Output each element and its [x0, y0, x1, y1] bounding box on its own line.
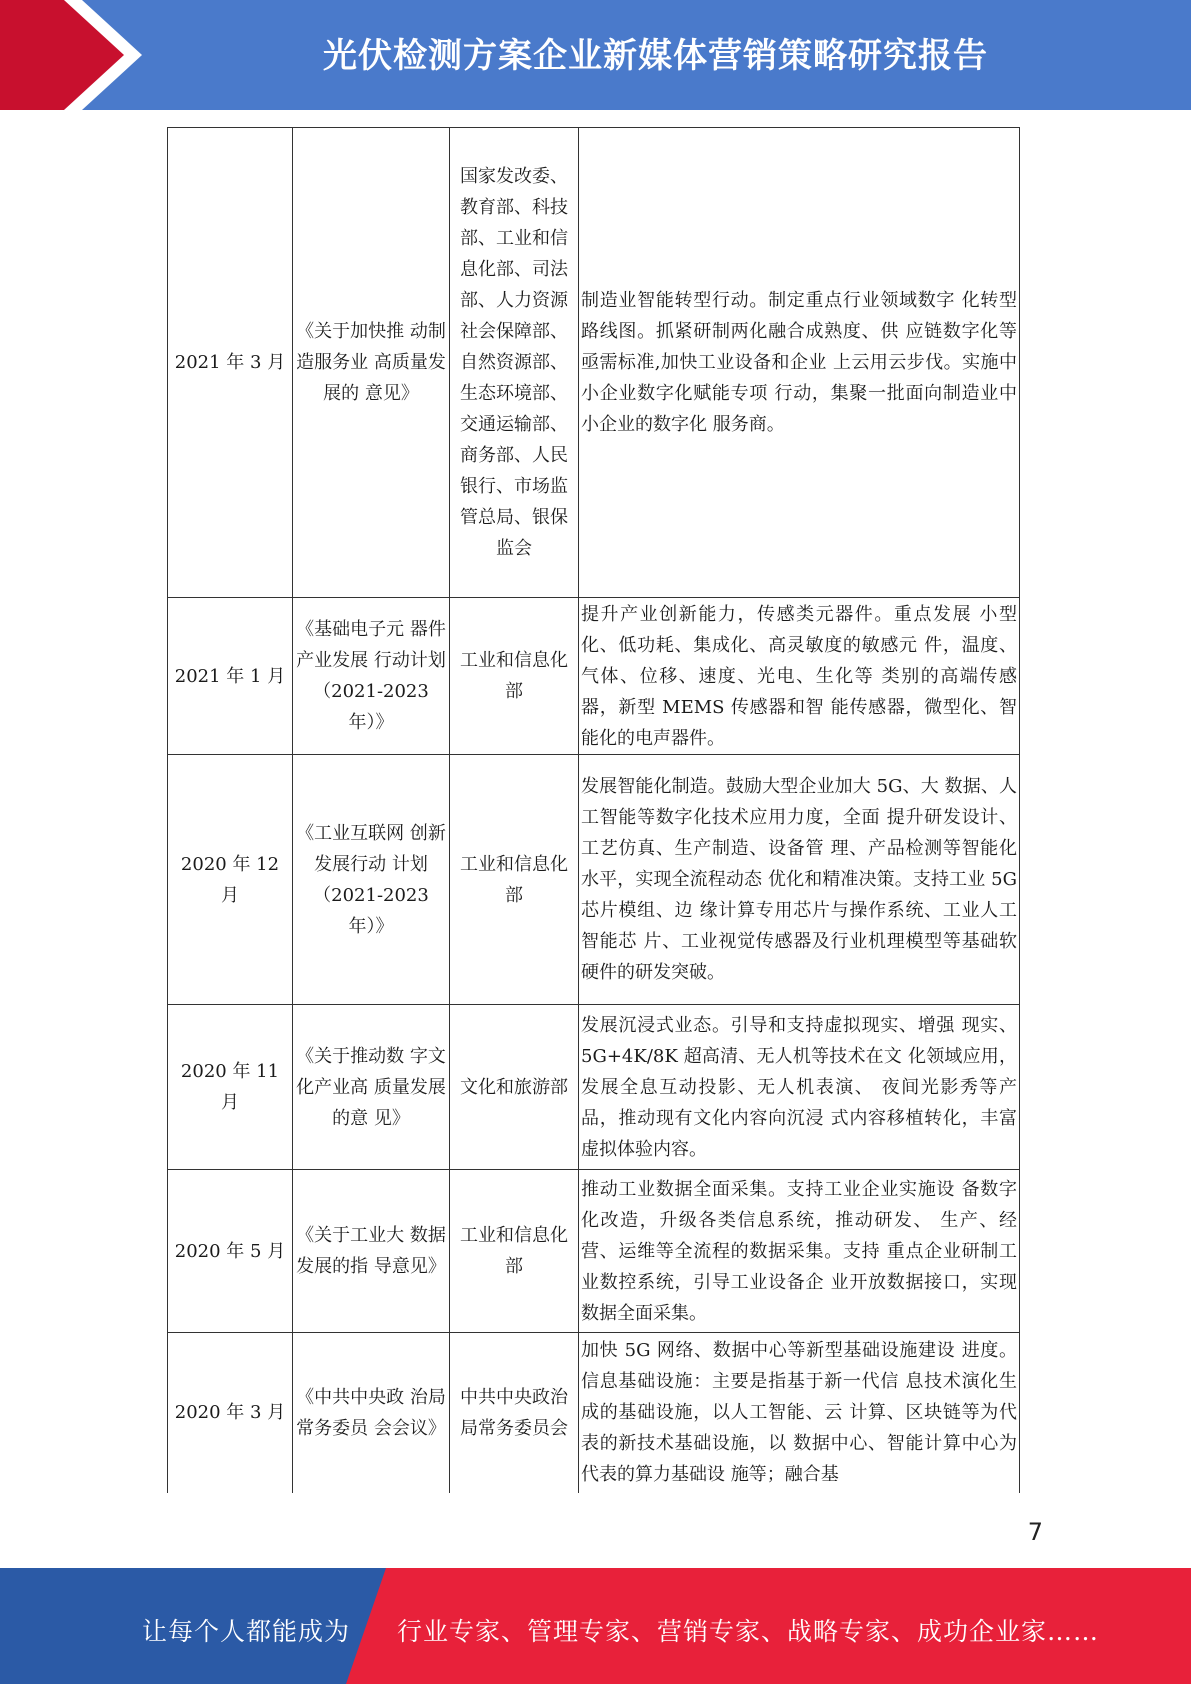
- policy-department: 中共中央政治局常务委员会: [450, 1333, 579, 1493]
- policy-name: 《基础电子元 器件产业发展 行动计划 （2021-2023 年）》: [293, 598, 450, 755]
- policy-department: 国家发改委、教育部、科技部、工业和信息化部、司法部、人力资源社会保障部、自然资源部、生态环境部、交通运输部、商务部、人民银行、市场监管总局、银保监会: [450, 128, 579, 598]
- report-title: 光伏检测方案企业新媒体营销策略研究报告: [323, 36, 988, 76]
- policy-department: 文化和旅游部: [450, 1005, 579, 1170]
- table-row: [168, 128, 1020, 598]
- policy-date: 2020 年 5 月: [168, 1170, 293, 1333]
- policy-name: 《关于工业大 数据发展的指 导意见》: [293, 1170, 450, 1333]
- policy-date: 2021 年 3 月: [168, 128, 293, 598]
- policy-description: 制造业智能转型行动。制定重点行业领域数字 化转型路线图。抓紧研制两化融合成熟度、供 应链数字化等亟需标准,加快工业设备和企业 上云用云步伐。实施中小企业数字化赋能专项 行动，集聚一批面向制造业中小企业的数字化 服务商。: [579, 128, 1020, 598]
- footer-slogan-right: 行业专家、管理专家、营销专家、战略专家、成功企业家……: [397, 1617, 1100, 1646]
- policy-description: 发展智能化制造。鼓励大型企业加大 5G、大 数据、人工智能等数字化技术应用力度，全面 提升研发设计、工艺仿真、生产制造、设备管 理、产品检测等智能化水平，实现全流程动态 优化和精准决策。支持工业 5G 芯片模组、边 缘计算专用芯片与操作系统、工业人工智能芯 片、工业视觉传感器及行业机理模型等基础软 硬件的研发突破。: [579, 755, 1020, 1005]
- table-row: [168, 598, 1020, 755]
- table-row: [168, 1005, 1020, 1170]
- policy-date: 2021 年 1 月: [168, 598, 293, 755]
- header-arrow-decoration: [0, 0, 150, 110]
- policy-description: 提升产业创新能力，传感类元器件。重点发展 小型化、低功耗、集成化、高灵敏度的敏感元 件，温度、气体、位移、速度、光电、生化等 类别的高端传感器，新型 MEMS 传感器和智 能传感器，微型化、智能化的电声器件。: [579, 598, 1020, 755]
- policy-name: 《关于加快推 动制造服务业 高质量发展的 意见》: [293, 128, 450, 598]
- policy-department: 工业和信息化部: [450, 598, 579, 755]
- policy-date: 2020 年 12 月: [168, 755, 293, 1005]
- footer-banner: [0, 1568, 1191, 1684]
- table-row: [168, 1333, 1020, 1493]
- policy-description: 发展沉浸式业态。引导和支持虚拟现实、增强 现实、5G+4K/8K 超高清、无人机等技术在文 化领域应用，发展全息互动投影、无人机表演、 夜间光影秀等产品，推动现有文化内容向沉浸 式内容移植转化，丰富虚拟体验内容。: [579, 1005, 1020, 1170]
- policy-description: 加快 5G 网络、数据中心等新型基础设施建设 进度。信息基础设施：主要是指基于新一代信 息技术演化生成的基础设施，以人工智能、云 计算、区块链等为代表的新技术基础设施，以 数据中心、智能计算中心为代表的算力基础设 施等；融合基: [579, 1333, 1020, 1493]
- page-number: 7: [1027, 1518, 1043, 1546]
- table-row: [168, 1170, 1020, 1333]
- footer-slogan-left: 让每个人都能成为: [142, 1617, 351, 1646]
- policy-department: 工业和信息化部: [450, 1170, 579, 1333]
- policy-date: 2020 年 3 月: [168, 1333, 293, 1493]
- policy-name: 《工业互联网 创新发展行动 计划 （2021-2023 年）》: [293, 755, 450, 1005]
- policy-table: [167, 127, 1020, 1493]
- table-row: [168, 755, 1020, 1005]
- policy-name: 《关于推动数 字文化产业高 质量发展的意 见》: [293, 1005, 450, 1170]
- policy-department: 工业和信息化部: [450, 755, 579, 1005]
- header-banner: [0, 0, 1191, 110]
- policy-date: 2020 年 11 月: [168, 1005, 293, 1170]
- policy-description: 推动工业数据全面采集。支持工业企业实施设 备数字化改造，升级各类信息系统，推动研发、 生产、经营、运维等全流程的数据采集。支持 重点企业研制工业数控系统，引导工业设备企 业开放数据接口，实现数据全面采集。: [579, 1170, 1020, 1333]
- policy-name: 《中共中央政 治局常务委员 会会议》: [293, 1333, 450, 1493]
